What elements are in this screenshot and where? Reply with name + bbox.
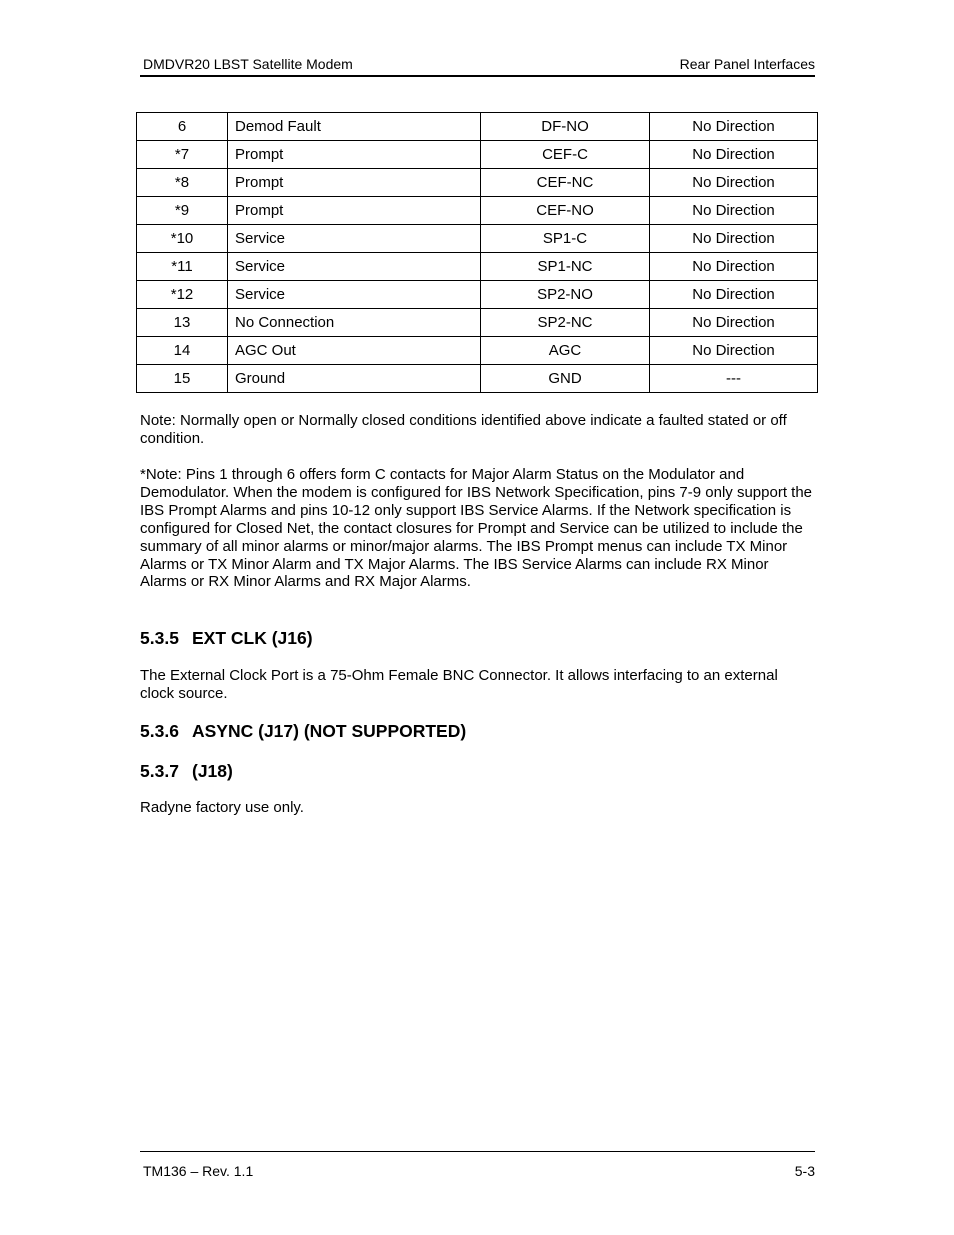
direction-cell: No Direction bbox=[650, 141, 818, 169]
section-title: (J18) bbox=[192, 761, 233, 781]
footer-page-number: 5-3 bbox=[794, 1163, 815, 1179]
section-heading-5-3-7 bbox=[140, 761, 233, 782]
pin-table bbox=[136, 112, 818, 393]
direction-cell: No Direction bbox=[650, 337, 818, 365]
section-title: EXT CLK (J16) bbox=[192, 628, 313, 648]
signal-name-cell: Prompt bbox=[228, 169, 481, 197]
table-row bbox=[137, 113, 818, 141]
signal-name-cell: Service bbox=[228, 225, 481, 253]
table-row bbox=[137, 141, 818, 169]
signal-code-cell: AGC bbox=[481, 337, 650, 365]
table-row bbox=[137, 365, 818, 393]
direction-cell: No Direction bbox=[650, 281, 818, 309]
note-faulted-condition: Note: Normally open or Normally closed conditions identified above indicate a faulted stated or off condition. bbox=[140, 412, 787, 447]
signal-name-cell: Prompt bbox=[228, 197, 481, 225]
pin-number-cell: *9 bbox=[137, 197, 228, 225]
footer-doc-revision: TM136 – Rev. 1.1 bbox=[143, 1163, 254, 1179]
section-heading-5-3-5 bbox=[140, 628, 313, 649]
section-number: 5.3.7 bbox=[140, 761, 179, 781]
signal-code-cell: SP2-NO bbox=[481, 281, 650, 309]
signal-name-cell: AGC Out bbox=[228, 337, 481, 365]
table-row bbox=[137, 309, 818, 337]
page-header bbox=[140, 55, 815, 77]
table-row bbox=[137, 225, 818, 253]
pin-number-cell: *8 bbox=[137, 169, 228, 197]
signal-code-cell: CEF-NO bbox=[481, 197, 650, 225]
pin-number-cell: 14 bbox=[137, 337, 228, 365]
table-row bbox=[137, 337, 818, 365]
pin-number-cell: *10 bbox=[137, 225, 228, 253]
signal-name-cell: Service bbox=[228, 281, 481, 309]
header-section: Rear Panel Interfaces bbox=[679, 56, 815, 72]
table-row bbox=[137, 169, 818, 197]
table-row bbox=[137, 197, 818, 225]
table-row bbox=[137, 281, 818, 309]
pin-table-body bbox=[137, 113, 818, 393]
pin-number-cell: *12 bbox=[137, 281, 228, 309]
signal-name-cell: Demod Fault bbox=[228, 113, 481, 141]
section-body-5-3-7: Radyne factory use only. bbox=[140, 799, 304, 816]
table-row bbox=[137, 253, 818, 281]
section-heading-5-3-6 bbox=[140, 721, 466, 742]
pin-number-cell: *11 bbox=[137, 253, 228, 281]
signal-code-cell: SP2-NC bbox=[481, 309, 650, 337]
signal-code-cell: CEF-NC bbox=[481, 169, 650, 197]
signal-name-cell: Prompt bbox=[228, 141, 481, 169]
signal-name-cell: No Connection bbox=[228, 309, 481, 337]
direction-cell: No Direction bbox=[650, 197, 818, 225]
section-number: 5.3.6 bbox=[140, 721, 179, 741]
pin-number-cell: 13 bbox=[137, 309, 228, 337]
header-title: DMDVR20 LBST Satellite Modem bbox=[143, 56, 353, 72]
signal-name-cell: Ground bbox=[228, 365, 481, 393]
direction-cell: No Direction bbox=[650, 225, 818, 253]
signal-code-cell: SP1-C bbox=[481, 225, 650, 253]
section-number: 5.3.5 bbox=[140, 628, 179, 648]
signal-code-cell: DF-NO bbox=[481, 113, 650, 141]
direction-cell: --- bbox=[650, 365, 818, 393]
signal-code-cell: SP1-NC bbox=[481, 253, 650, 281]
section-title: ASYNC (J17) (NOT SUPPORTED) bbox=[192, 721, 467, 741]
note-pin-contacts: *Note: Pins 1 through 6 offers form C contacts for Major Alarm Status on the Modulator and Demodulator. When the modem is configured for IBS Network Specification, pins 7-9 only support the IBS Prompt Alarms and pins 10-12 only support IBS Service Alarms. If the Network specification is configured for Closed Net, the contact closures for Prompt and Service can be utilized to include the summary of all minor alarms or minor/major alarms. The IBS Prompt menus can include TX Minor Alarms or TX Minor Alarm and TX Major Alarms. The IBS Service Alarms can include RX Minor Alarms or RX Minor Alarms and RX Major Alarms. bbox=[140, 466, 813, 591]
pin-number-cell: 6 bbox=[137, 113, 228, 141]
direction-cell: No Direction bbox=[650, 309, 818, 337]
direction-cell: No Direction bbox=[650, 113, 818, 141]
signal-code-cell: CEF-C bbox=[481, 141, 650, 169]
pin-number-cell: 15 bbox=[137, 365, 228, 393]
direction-cell: No Direction bbox=[650, 169, 818, 197]
page-footer bbox=[140, 1151, 815, 1179]
direction-cell: No Direction bbox=[650, 253, 818, 281]
signal-code-cell: GND bbox=[481, 365, 650, 393]
pin-number-cell: *7 bbox=[137, 141, 228, 169]
section-body-5-3-5: The External Clock Port is a 75-Ohm Female BNC Connector. It allows interfacing to an external clock source. bbox=[140, 667, 778, 702]
signal-name-cell: Service bbox=[228, 253, 481, 281]
